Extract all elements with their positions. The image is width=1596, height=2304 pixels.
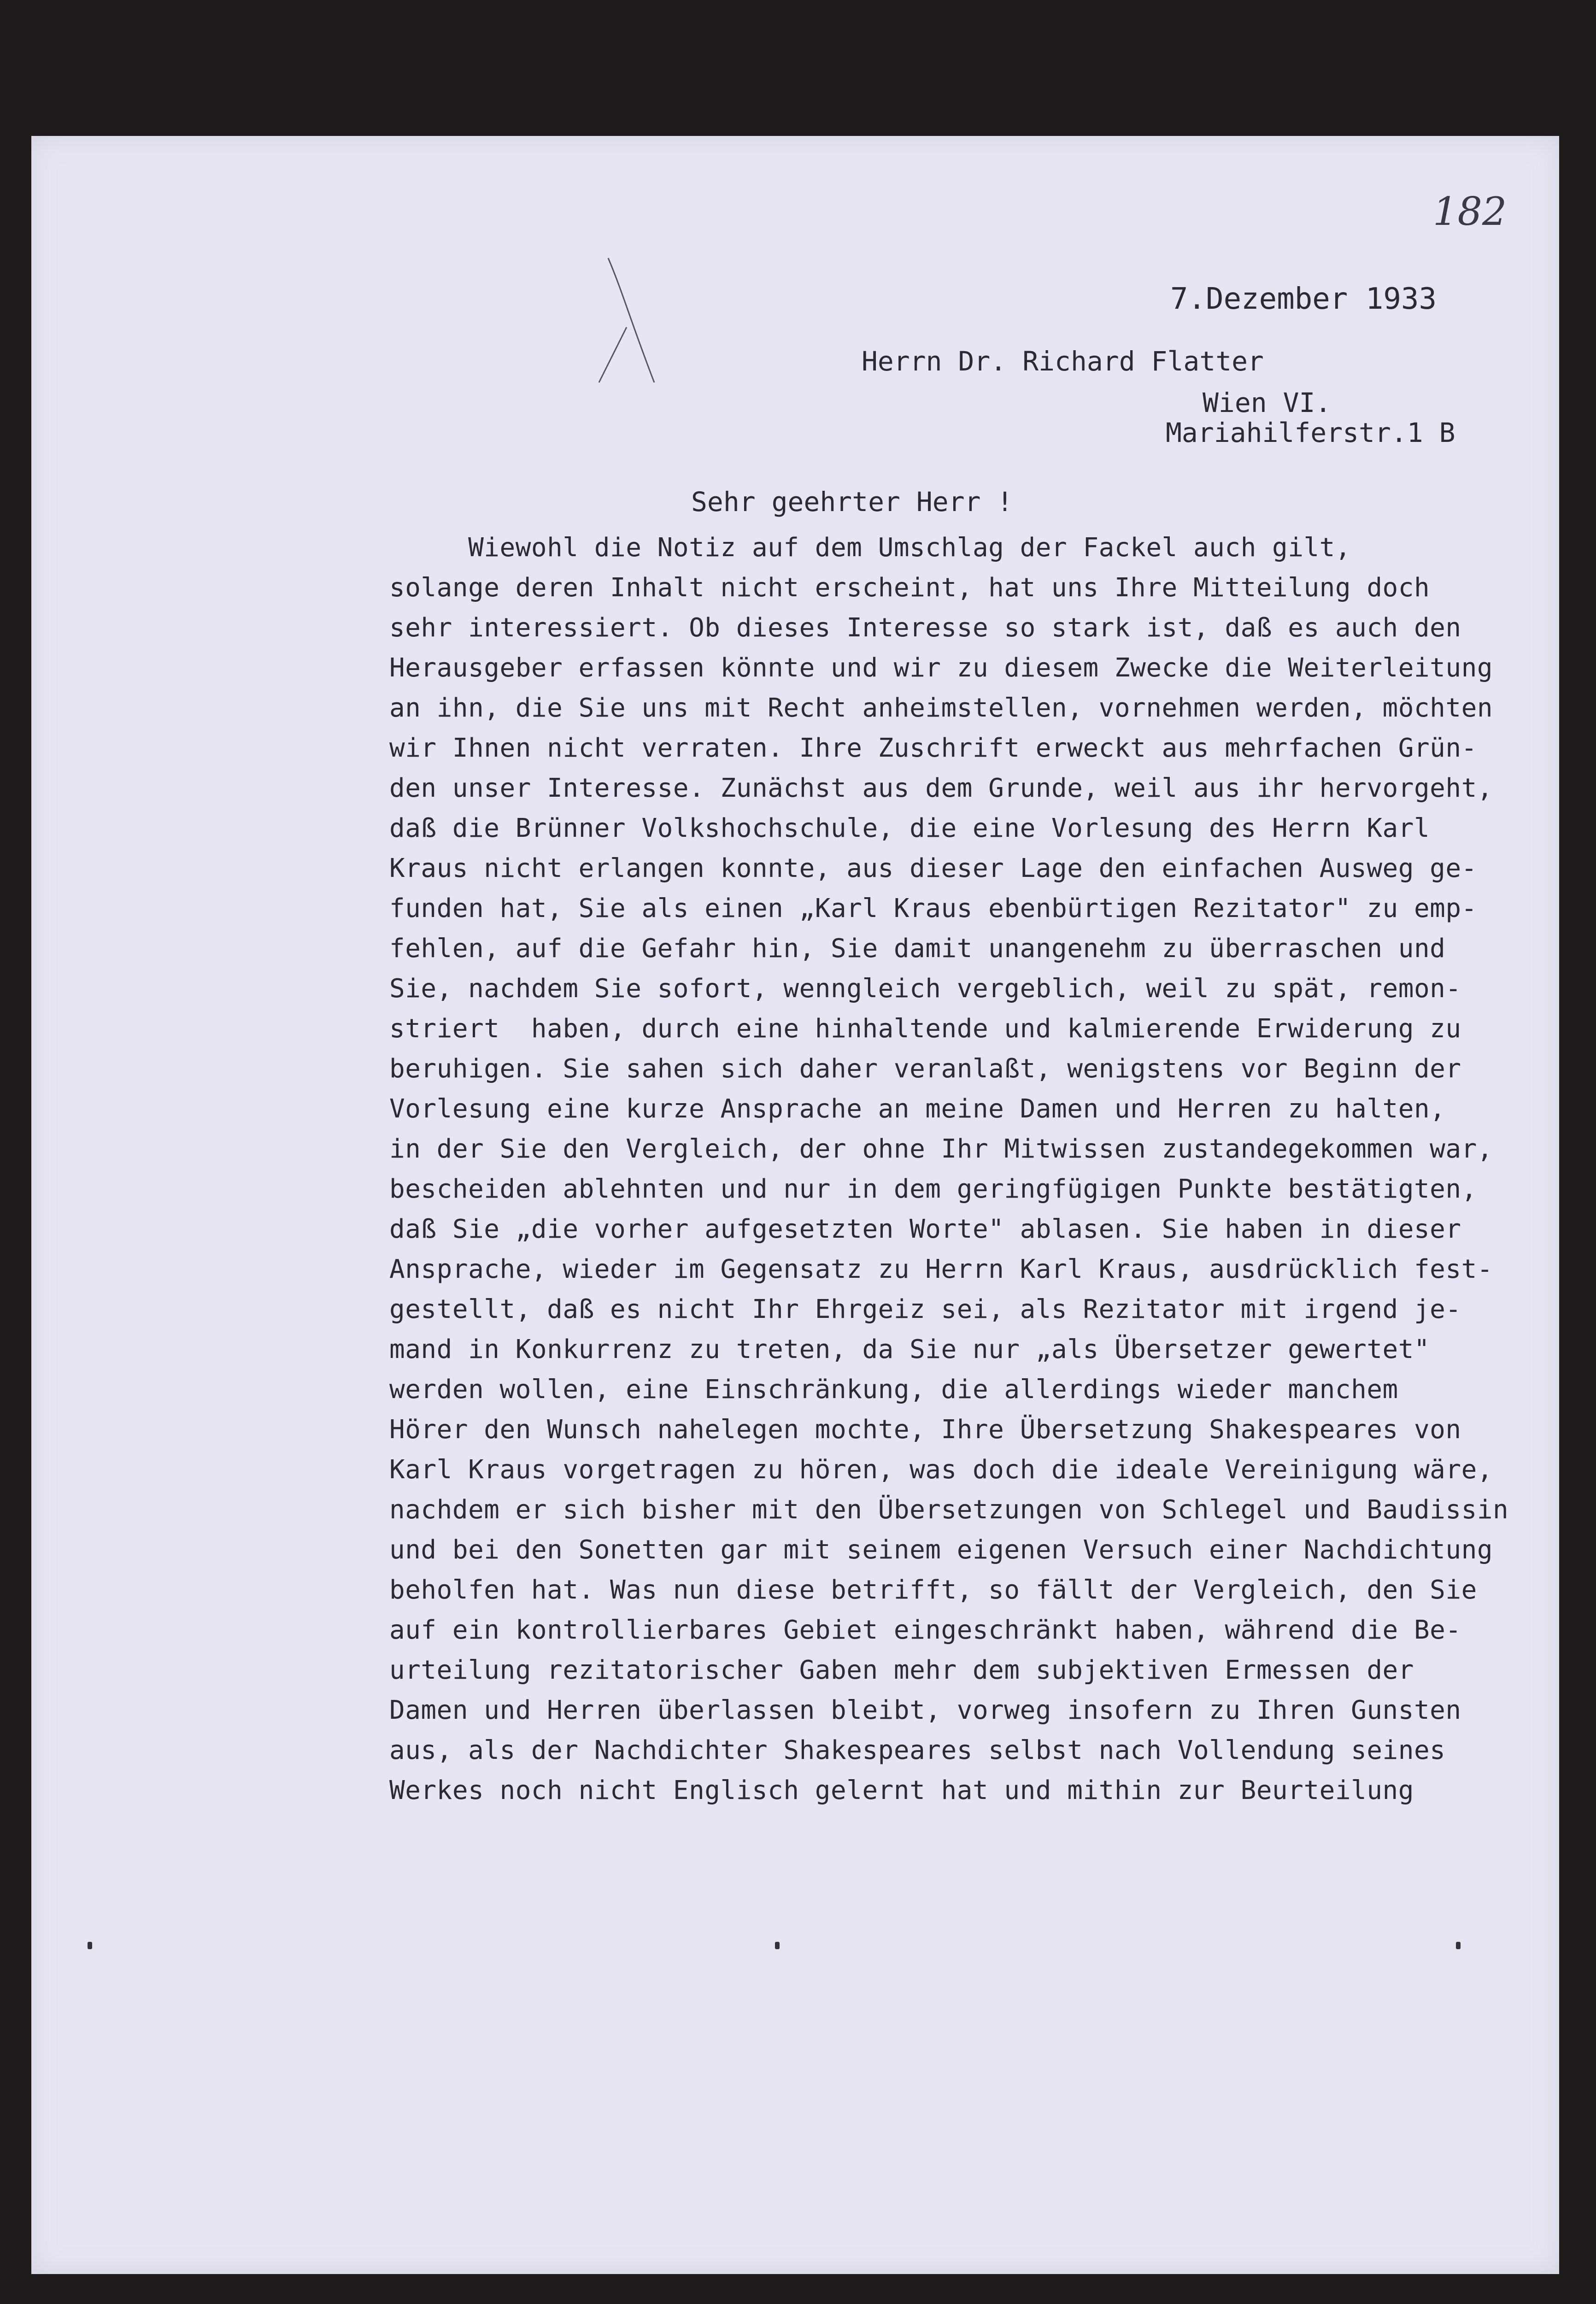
body-line: bescheiden ablehnten und nur in dem geringfügigen Punkte bestätigten, bbox=[389, 1174, 1477, 1204]
body-line: aus, als der Nachdichter Shakespeares selbst nach Vollendung seines bbox=[389, 1735, 1446, 1765]
body-line: sehr interessiert. Ob dieses Interesse so stark ist, daß es auch den bbox=[389, 613, 1461, 643]
body-line: fehlen, auf die Gefahr hin, Sie damit unangenehm zu überraschen und bbox=[389, 934, 1446, 964]
body-line: Werkes noch nicht Englisch gelernt hat und mithin zur Beurteilung bbox=[389, 1775, 1414, 1805]
body-line: Karl Kraus vorgetragen zu hören, was doch die ideale Vereinigung wäre, bbox=[389, 1455, 1493, 1485]
body-line: beholfen hat. Was nun diese betrifft, so fällt der Vergleich, den Sie bbox=[389, 1575, 1477, 1605]
body-line: Sie, nachdem Sie sofort, wenngleich vergeblich, weil zu spät, remon- bbox=[389, 974, 1461, 1004]
body-line: nachdem er sich bisher mit den Übersetzungen von Schlegel und Baudissin bbox=[389, 1495, 1509, 1525]
body-line: Hörer den Wunsch nahelegen mochte, Ihre Übersetzung Shakespeares von bbox=[389, 1415, 1461, 1445]
body-line: auf ein kontrollierbares Gebiet eingeschränkt haben, während die Be- bbox=[389, 1615, 1461, 1645]
punch-dot bbox=[1456, 1942, 1461, 1949]
body-line: striert haben, durch eine hinhaltende und kalmierende Erwiderung zu bbox=[389, 1014, 1461, 1044]
recipient-street: Mariahilferstr.1 B bbox=[1166, 417, 1455, 448]
body-line: gestellt, daß es nicht Ihr Ehrgeiz sei, als Rezitator mit irgend je- bbox=[389, 1294, 1461, 1324]
body-line: werden wollen, eine Einschränkung, die allerdings wieder manchem bbox=[389, 1375, 1398, 1405]
body-line: funden hat, Sie als einen „Karl Kraus ebenbürtigen Rezitator" zu emp- bbox=[389, 893, 1477, 923]
body-line: beruhigen. Sie sahen sich daher veranlaßt, wenigstens vor Beginn der bbox=[389, 1054, 1461, 1084]
letter-date: 7.Dezember 1933 bbox=[1170, 282, 1437, 316]
body-line: mand in Konkurrenz zu treten, da Sie nur „als Übersetzer gewertet" bbox=[389, 1334, 1430, 1364]
pencil-mark bbox=[594, 249, 659, 387]
body-line: und bei den Sonetten gar mit seinem eigenen Versuch einer Nachdichtung bbox=[389, 1535, 1493, 1565]
body-line: daß die Brünner Volkshochschule, die eine Vorlesung des Herrn Karl bbox=[389, 813, 1430, 843]
body-line: Ansprache, wieder im Gegensatz zu Herrn Karl Kraus, ausdrücklich fest- bbox=[389, 1254, 1493, 1284]
recipient-city: Wien VI. bbox=[1203, 387, 1332, 418]
body-line: Vorlesung eine kurze Ansprache an meine Damen und Herren zu halten, bbox=[389, 1094, 1446, 1124]
body-line: Wiewohl die Notiz auf dem Umschlag der Fackel auch gilt, bbox=[389, 533, 1351, 563]
body-line: wir Ihnen nicht verraten. Ihre Zuschrift erweckt aus mehrfachen Grün- bbox=[389, 733, 1477, 763]
recipient-name: Herrn Dr. Richard Flatter bbox=[862, 346, 1264, 377]
body-line: Damen und Herren überlassen bleibt, vorweg insofern zu Ihren Gunsten bbox=[389, 1695, 1461, 1725]
salutation: Sehr geehrter Herr ! bbox=[691, 486, 1013, 517]
folio-number: 182 bbox=[1433, 189, 1507, 234]
body-line: urteilung rezitatorischer Gaben mehr dem subjektiven Ermessen der bbox=[389, 1655, 1414, 1685]
body-line: in der Sie den Vergleich, der ohne Ihr Mitwissen zustandegekommen war, bbox=[389, 1134, 1493, 1164]
body-line: Kraus nicht erlangen konnte, aus dieser Lage den einfachen Ausweg ge- bbox=[389, 853, 1477, 883]
punch-dot bbox=[775, 1942, 780, 1949]
punch-dot bbox=[88, 1942, 92, 1949]
body-line: den unser Interesse. Zunächst aus dem Grunde, weil aus ihr hervorgeht, bbox=[389, 773, 1493, 803]
body-line: an ihn, die Sie uns mit Recht anheimstellen, vornehmen werden, möchten bbox=[389, 693, 1493, 723]
body-line: solange deren Inhalt nicht erscheint, hat uns Ihre Mitteilung doch bbox=[389, 573, 1430, 603]
body-line: Herausgeber erfassen könnte und wir zu diesem Zwecke die Weiterleitung bbox=[389, 653, 1493, 683]
body-line: daß Sie „die vorher aufgesetzten Worte" ablasen. Sie haben in dieser bbox=[389, 1214, 1461, 1244]
letter-body bbox=[389, 528, 1541, 1810]
